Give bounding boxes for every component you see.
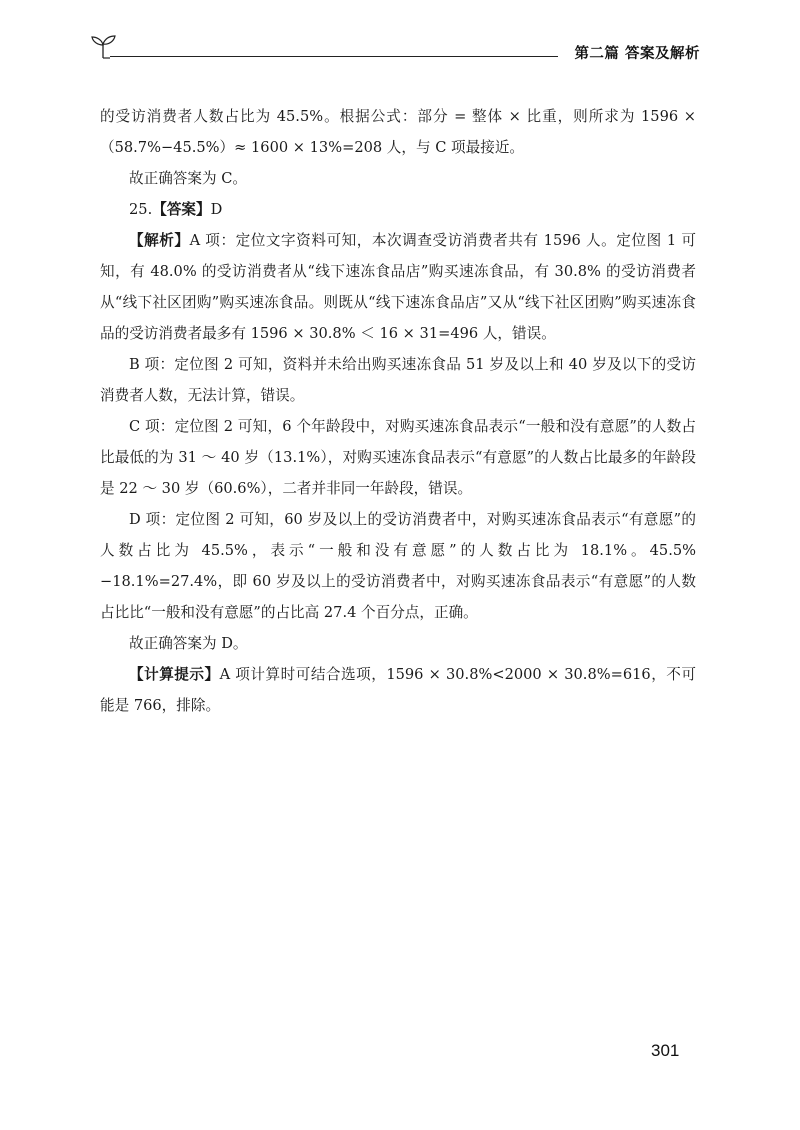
answer-tag: 【答案】	[152, 201, 211, 218]
sprout-icon	[88, 32, 118, 62]
question-25-answer	[100, 194, 696, 225]
analysis-option-b: B 项：定位图 2 可知，资料并未给出购买速冻食品 51 岁及以上和 40 岁及以下的受访消费者人数，无法计算，错误。	[100, 356, 696, 404]
paragraph-answer-c: 故正确答案为 C。	[129, 170, 247, 187]
analysis-tag: 【解析】	[129, 232, 190, 249]
analysis-text: A 项：定位文字资料可知，本次调查受访消费者共有 1596 人。定位图 1 可知，有 48.0% 的受访消费者从“线下速冻食品店”购买速冻食品，有 30.8% 的受访消费者从“线下社区团购”购买速冻食品。则既从“线下速冻食品店”又从“线下社区团购”购买速冻食品的受访消费者最多有 1596 × 30.8% ＜ 16 × 31=496 人，错误。	[100, 232, 696, 342]
section-title: 第二篇 答案及解析	[574, 46, 700, 62]
question-number: 25.	[129, 201, 153, 218]
calculation-tip	[100, 659, 696, 721]
tip-tag: 【计算提示】	[129, 666, 220, 683]
paragraph-answer-d: 故正确答案为 D。	[129, 635, 248, 652]
analysis-option-d: D 项：定位图 2 可知，60 岁及以上的受访消费者中，对购买速冻食品表示“有意愿”的人数占比为 45.5%，表示“一般和没有意愿”的人数占比为 18.1%。45.5%−18.1%=27.4%，即 60 岁及以上的受访消费者中，对购买速冻食品表示“有意愿”的人数占比比“一般和没有意愿”的占比高 27.4 个百分点，正确。	[100, 511, 696, 621]
tip-text: A 项计算时可结合选项，1596 × 30.8%<2000 × 30.8%=616，不可能是 766，排除。	[100, 666, 696, 714]
page-number: 301	[651, 1041, 680, 1060]
page-header	[88, 30, 700, 70]
answer-value: D	[210, 201, 223, 218]
answer-explanation-body	[100, 101, 696, 721]
header-rule	[110, 56, 558, 57]
analysis-option-c: C 项：定位图 2 可知，6 个年龄段中，对购买速冻食品表示“一般和没有意愿”的人数占比最低的为 31 ～ 40 岁（13.1%），对购买速冻食品表示“有意愿”的人数占比最多的年龄段是 22 ～ 30 岁（60.6%），二者并非同一年龄段，错误。	[100, 418, 696, 497]
paragraph-continuation: 的受访消费者人数占比为 45.5%。根据公式：部分 = 整体 × 比重，则所求为 1596 ×（58.7%−45.5%）≈ 1600 × 13%=208 人，与 C 项最接近。	[100, 108, 696, 156]
analysis-option-a	[100, 225, 696, 349]
